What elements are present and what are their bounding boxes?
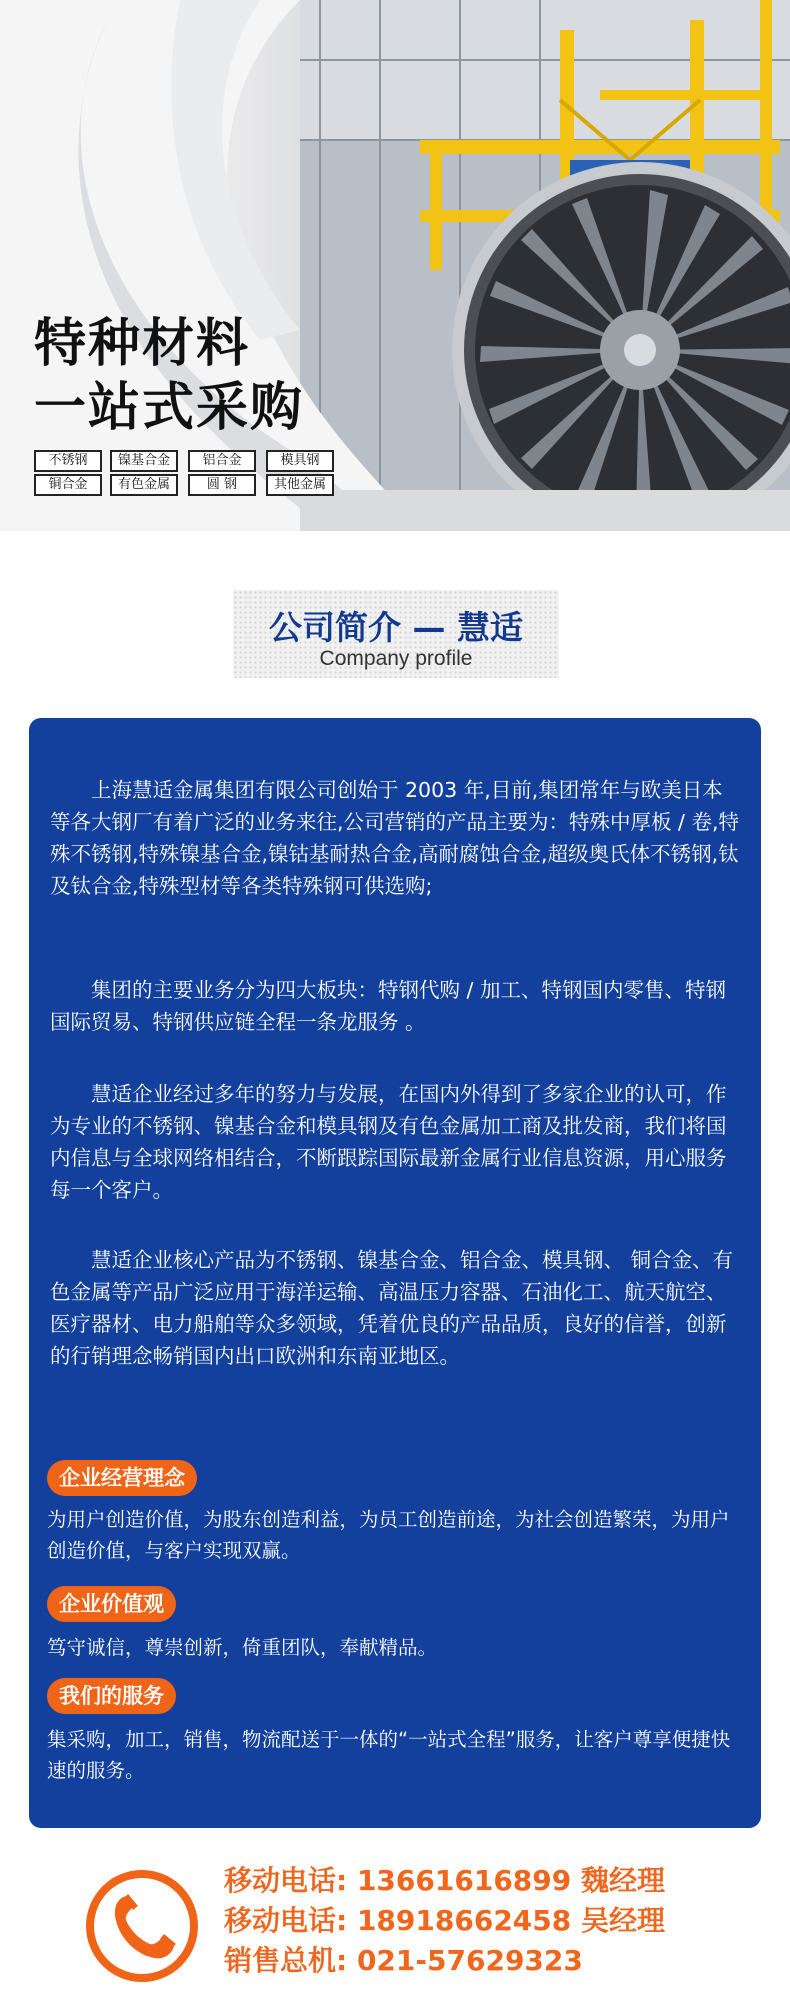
intro-paragraph-4: 慧适企业核心产品为不锈钢、镍基合金、铝合金、模具钢、 铜合金、有色金属等产品广泛应用于海洋运输、高温压力容器、石油化工、航天航空、医疗器材、电力船舶等众多领域，凭着优良的产品品质，良好的信誉，创新的行销理念畅销国内出口欧洲和东南亚地区。 [50, 1248, 734, 1368]
our-services-text: 集采购，加工，销售，物流配送于一体的“一站式全程”服务，让客户尊享便捷快速的服务。 [47, 1728, 731, 1782]
corporate-values-text: 笃守诚信，尊崇创新，倚重团队，奉献精品。 [47, 1636, 438, 1659]
tag-copper-alloy: 铜合金 [34, 474, 102, 496]
contact-line-2: 移动电话: 18918662458 吴经理 [224, 1904, 666, 1937]
pill-corporate-values: 企业价值观 [47, 1586, 176, 1622]
tag-nickel-alloy: 镍基合金 [110, 450, 178, 472]
tag-other-metals: 其他金属 [266, 474, 334, 496]
phone-icon [84, 1868, 200, 1984]
tag-aluminum-alloy: 铝合金 [188, 450, 256, 472]
tag-stainless-steel: 不锈钢 [34, 450, 102, 472]
intro-paragraph-3: 慧适企业经过多年的努力与发展，在国内外得到了多家企业的认可，作为专业的不锈钢、镍基合金和模具钢及有色金属加工商及批发商，我们将国内信息与全球网络相结合，不断跟踪国际最新金属行业信息资源，用心服务每一个客户。 [50, 1082, 727, 1202]
hero-title-line1: 特种材料 [34, 314, 251, 374]
hero-banner [0, 0, 790, 531]
business-philosophy-text: 为用户创造价值，为股东创造利益，为员工创造前途，为社会创造繁荣，为用户创造价值，与客户实现双赢。 [47, 1508, 730, 1562]
intro-paragraph-1: 上海慧适金属集团有限公司创始于 2003 年,目前,集团常年与欧美日本等各大钢厂有着广泛的业务来往,公司营销的产品主要为：特殊中厚板 / 卷,特殊不锈钢,特殊镍基合金,镍钴基耐热合金,高耐腐蚀合金,超级奥氏体不锈钢,钛及钛合金,特殊型材等各类特殊钢可供选购; [50, 778, 739, 898]
company-profile-panel [29, 718, 761, 1828]
pill-business-philosophy: 企业经营理念 [47, 1460, 197, 1496]
pill-our-services: 我们的服务 [47, 1678, 176, 1714]
tag-mold-steel: 模具钢 [266, 450, 334, 472]
tag-nonferrous-metal: 有色金属 [110, 474, 178, 496]
hero-title-line2: 一站式采购 [34, 378, 305, 438]
contact-line-1: 移动电话: 13661616899 魏经理 [224, 1864, 666, 1897]
section-header [233, 590, 559, 678]
section-subtitle: Company profile [319, 647, 473, 670]
intro-paragraph-2: 集团的主要业务分为四大板块：特钢代购 / 加工、特钢国内零售、特钢国际贸易、特钢供应链全程一条龙服务 。 [50, 978, 726, 1034]
tag-round-steel: 圆 钢 [188, 474, 256, 496]
contact-line-3: 销售总机: 021-57629323 [224, 1944, 583, 1977]
section-title: 公司简介 — 慧适 [269, 608, 523, 647]
